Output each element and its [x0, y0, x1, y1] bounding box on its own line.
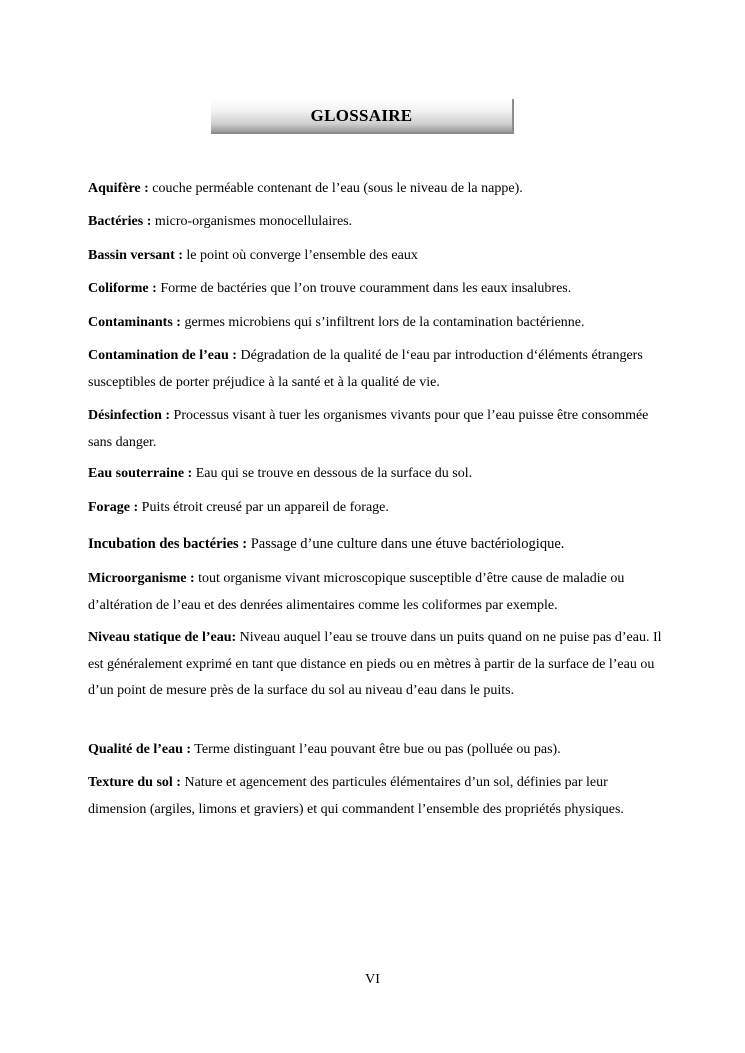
- glossary-term: Eau souterraine :: [88, 466, 193, 481]
- glossary-term: Contamination de l’eau :: [88, 348, 237, 363]
- glossary-entry-bassin-versant: [88, 243, 668, 270]
- glossary-entry-contamination: [88, 343, 668, 396]
- glossary-term: Niveau statique de l’eau:: [88, 630, 237, 645]
- glossary-entry-coliforme: [88, 276, 668, 303]
- glossary-entry-texture-sol: [88, 770, 668, 823]
- glossary-title-box: [211, 99, 514, 134]
- glossary-term: Forage :: [88, 500, 139, 515]
- glossary-definition: germes microbiens qui s’infiltrent lors de la contamination bactérienne.: [184, 315, 585, 330]
- page-title: GLOSSAIRE: [310, 105, 413, 125]
- glossary-entry-eau-souterraine: [88, 461, 668, 488]
- glossary-term: Incubation des bactéries :: [88, 536, 248, 552]
- glossary-definition: Processus visant à tuer les organismes vivants pour que l’eau puisse être consommée sans danger.: [88, 408, 649, 450]
- glossary-definition: Nature et agencement des particules élémentaires d’un sol, définies par leur dimension (argiles, limons et graviers) et qui commandent l’ensemble des propriétés physiques.: [88, 775, 624, 817]
- glossary-definition: micro-organismes monocellulaires.: [154, 214, 353, 229]
- glossary-entry-bacteries: [88, 209, 668, 236]
- glossary-term: Coliforme :: [88, 281, 157, 296]
- glossary-entry-incubation: [88, 531, 668, 558]
- page-number: VI: [365, 972, 380, 987]
- glossary-entry-forage: [88, 495, 668, 522]
- glossary-entry-niveau-statique: [88, 625, 668, 705]
- glossary-definition: tout organisme vivant microscopique susceptible d’être cause de maladie ou d’altération de l’eau et des denrées alimentaires comme les coliformes par exemple.: [88, 571, 625, 613]
- glossary-term: Texture du sol :: [88, 775, 181, 790]
- glossary-entry-contaminants: [88, 310, 668, 337]
- glossary-definition: Niveau auquel l’eau se trouve dans un puits quand on ne puise pas d’eau. Il est généralement exprimé en tant que distance en pieds ou en mètres à partir de la surface de l’eau ou d’un point de mesure près de la surface du sol au niveau d’eau dans le puits.: [88, 630, 662, 698]
- glossary-term: Qualité de l’eau :: [88, 742, 192, 757]
- glossary-entry-desinfection: [88, 403, 668, 456]
- glossary-definition: Passage d’une culture dans une étuve bactériologique.: [250, 536, 565, 552]
- glossary-definition: Terme distinguant l’eau pouvant être bue ou pas (polluée ou pas).: [194, 742, 561, 757]
- glossary-entry-qualite-eau: [88, 737, 668, 764]
- glossary-term: Microorganisme :: [88, 571, 195, 586]
- glossary-entry-microorganisme: [88, 566, 668, 619]
- glossary-term: Contaminants :: [88, 315, 181, 330]
- glossary-definition: Forme de bactéries que l’on trouve couramment dans les eaux insalubres.: [160, 281, 572, 296]
- glossary-term: Aquifère :: [88, 181, 149, 196]
- glossary-entry-aquifere: [88, 176, 668, 203]
- glossary-term: Bactéries :: [88, 214, 152, 229]
- glossary-definition: Eau qui se trouve en dessous de la surface du sol.: [195, 466, 473, 481]
- glossary-definition: couche perméable contenant de l’eau (sous le niveau de la nappe).: [152, 181, 523, 196]
- glossary-term: Bassin versant :: [88, 248, 183, 263]
- glossary-definition: Puits étroit creusé par un appareil de forage.: [141, 500, 389, 515]
- glossary-definition: Dégradation de la qualité de l‘eau par introduction d‘éléments étrangers susceptibles de porter préjudice à la santé et à la qualité de vie.: [88, 348, 643, 390]
- glossary-definition: le point où converge l’ensemble des eaux: [186, 248, 418, 263]
- glossary-term: Désinfection :: [88, 408, 171, 423]
